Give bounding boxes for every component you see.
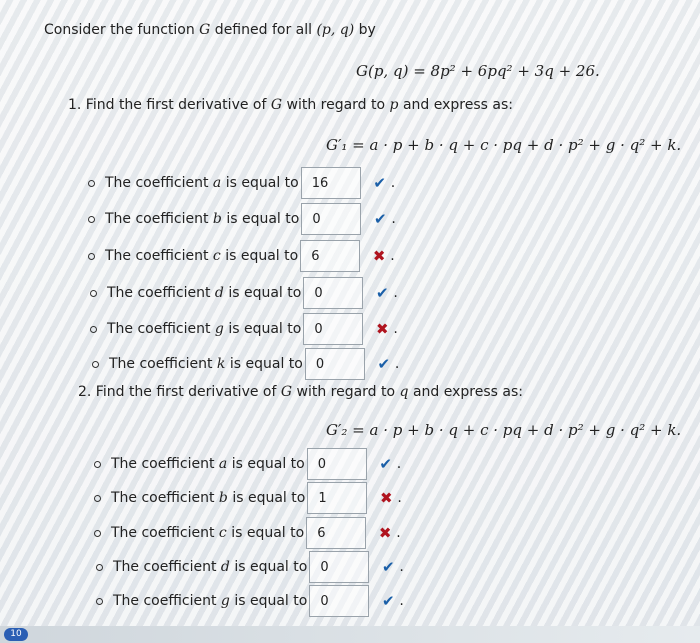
part1-row-a: The coefficient a is equal to 16 ✔ .	[88, 166, 395, 200]
coefficient-input-d[interactable]: 0	[309, 551, 369, 583]
check-icon: ✔	[373, 174, 386, 192]
bullet-icon	[96, 598, 103, 605]
part1-expression: G′₁ = a · p + b · q + c · pq + d · p² + g · q² + k.	[326, 136, 682, 154]
row-label: The coefficient c is equal to	[111, 525, 305, 541]
coefficient-input-g[interactable]: 0	[309, 585, 369, 617]
part2-row-d: The coefficient d is equal to 0 ✔ .	[96, 550, 404, 584]
notification-badge[interactable]: 10	[4, 628, 28, 641]
coefficient-input-a[interactable]: 0	[307, 448, 367, 480]
coefficient-input-b[interactable]: 0	[301, 203, 361, 235]
bullet-icon	[94, 461, 101, 468]
coefficient-input-d[interactable]: 0	[303, 277, 363, 309]
row-label: The coefficient c is equal to	[105, 248, 299, 264]
part1-row-k: The coefficient k is equal to 0 ✔ .	[92, 347, 399, 381]
row-label: The coefficient d is equal to	[113, 559, 308, 575]
part2-row-c: The coefficient c is equal to 6 ✖ .	[94, 516, 401, 550]
coefficient-input-a[interactable]: 16	[301, 167, 361, 199]
bullet-icon	[96, 564, 103, 571]
bullet-icon	[92, 361, 99, 368]
function-formula: G(p, q) = 8p² + 6pq² + 3q + 26.	[356, 62, 600, 80]
row-label: The coefficient d is equal to	[107, 285, 302, 301]
coefficient-input-g[interactable]: 0	[303, 313, 363, 345]
row-label: The coefficient a is equal to	[111, 456, 305, 472]
row-label: The coefficient b is equal to	[105, 211, 300, 227]
cross-icon: ✖	[376, 320, 389, 338]
coefficient-input-k[interactable]: 0	[305, 348, 365, 380]
coefficient-input-c[interactable]: 6	[300, 240, 360, 272]
cross-icon: ✖	[372, 247, 386, 265]
part2-row-b: The coefficient b is equal to 1 ✖ .	[94, 481, 402, 515]
coefficient-input-c[interactable]: 6	[306, 517, 366, 549]
part1-row-d: The coefficient d is equal to 0 ✔ .	[90, 276, 398, 310]
problem-intro: Consider the function G defined for all (p, q) by	[44, 22, 376, 38]
check-icon: ✔	[377, 355, 391, 373]
cross-icon: ✖	[380, 489, 393, 507]
row-label: The coefficient b is equal to	[111, 490, 306, 506]
bullet-icon	[90, 326, 97, 333]
row-label: The coefficient a is equal to	[105, 175, 299, 191]
bullet-icon	[90, 290, 97, 297]
row-label: The coefficient g is equal to	[113, 593, 308, 609]
part1-row-b: The coefficient b is equal to 0 ✔ .	[88, 202, 396, 236]
cross-icon: ✖	[378, 524, 392, 542]
coefficient-input-b[interactable]: 1	[307, 482, 367, 514]
part1-row-c: The coefficient c is equal to 6 ✖ .	[88, 239, 395, 273]
bullet-icon	[88, 216, 95, 223]
bullet-icon	[88, 253, 95, 260]
check-icon: ✔	[374, 210, 387, 228]
part2-row-a: The coefficient a is equal to 0 ✔ .	[94, 447, 401, 481]
part2-row-g: The coefficient g is equal to 0 ✔ .	[96, 584, 404, 618]
check-icon: ✔	[376, 284, 389, 302]
check-icon: ✔	[382, 558, 395, 576]
part1-row-g: The coefficient g is equal to 0 ✖ .	[90, 312, 398, 346]
part2-question: 2. Find the first derivative of G with regard to q and express as:	[78, 384, 523, 400]
bullet-icon	[88, 180, 95, 187]
part1-question: 1. Find the first derivative of G with regard to p and express as:	[68, 97, 513, 113]
part2-expression: G′₂ = a · p + b · q + c · pq + d · p² + g · q² + k.	[326, 421, 682, 439]
row-label: The coefficient g is equal to	[107, 321, 302, 337]
bullet-icon	[94, 495, 101, 502]
row-label: The coefficient k is equal to	[109, 356, 303, 372]
bullet-icon	[94, 530, 101, 537]
check-icon: ✔	[379, 455, 392, 473]
taskbar	[0, 626, 700, 643]
check-icon: ✔	[382, 592, 395, 610]
